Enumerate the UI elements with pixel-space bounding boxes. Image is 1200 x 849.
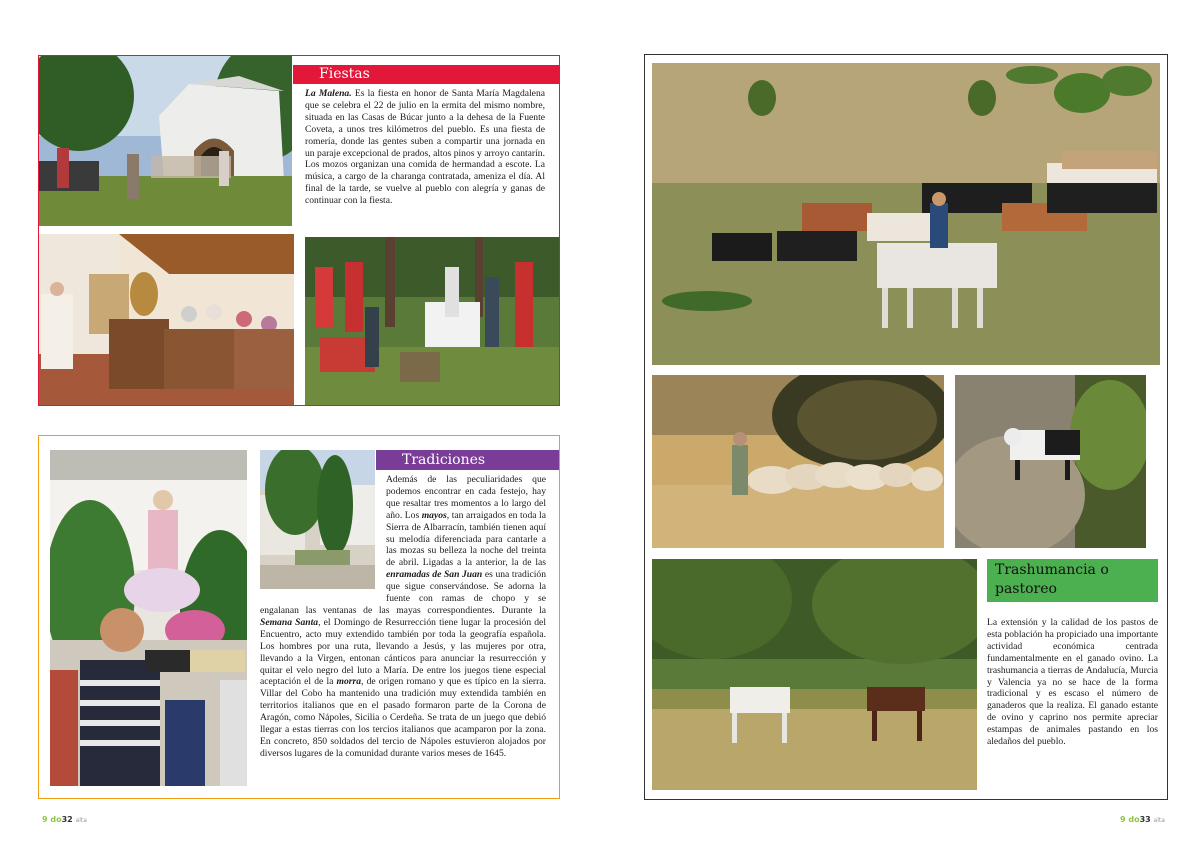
photo-horses — [652, 559, 977, 790]
photo-forest-gathering — [305, 237, 559, 405]
trashumancia-title: Trashumancia o pastoreo — [995, 562, 1109, 597]
trashumancia-text: La extensión y la calidad de los pastos de esta población ha propiciado una importante actividad económica centrada fundamentalmente en el ganado ovino. La trashumancia a tierras de Andalucía, Murcia y Valencia ya no se hace de la forma tradicional y es escaso el número de ganaderos que la realiza. El ganado estante de ovino y caprino nos permite apreciar estampas de animales pastando en los aledaños del pueblo. — [987, 617, 1158, 748]
photo-goat-rocks — [955, 375, 1146, 548]
fiestas-text: La Malena. Es la fiesta en honor de Santa María Magdalena que se celebra el 22 de julio en la ermita del mismo nombre, situada en las Casas de Búcar junto a la dehesa de la Fuente Coveta, a unos tres kilómetros del pueblo. Es una fiesta de romería, donde las gentes suben a compartir una jornada en un paraje excepcional de prados, altos pinos y arroyo cantarín. Los mozos organizan una comida de hermandad a escote. La música, a cargo de la charanga contratada, ameniza el día. Al final de la tarde, se vuelve al pueblo con alegría y ganas de continuar con la fiesta. — [305, 88, 545, 207]
photo-procession — [50, 450, 247, 786]
page-number-right: 9 do33 alta — [1120, 815, 1165, 824]
page-number-left: 9 do32 alta — [42, 815, 87, 824]
tradiciones-header — [376, 450, 559, 470]
fiestas-header — [293, 65, 559, 84]
fiestas-title: Fiestas — [319, 66, 370, 82]
tradiciones-title: Tradiciones — [402, 452, 486, 468]
trashumancia-header — [987, 559, 1158, 602]
photo-chapel-interior — [39, 234, 294, 405]
photo-cattle-herd — [652, 63, 1160, 365]
photo-shepherd-sheep — [652, 375, 944, 548]
tradiciones-text: Además de las peculiaridades que podemos encontrar en cada festejo, hay que resaltar tres momentos a lo largo del año. Los mayos, tan arraigados en toda la Sierra de Albarracín, también tienen aquí su melodía diferenciada para cantarle a las mozas su belleza la noche del treinta de abril. Ligadas a la anterior, la de las enramadas de San Juan es una tradición que sigue conservándose. Se adorna la fuente con ramas de chopo y se engalanan las ventanas de las mayas correspondientes. Durante la Semana Santa, el Domingo de Resurrección tiene lugar la procesión del Encuentro, acto muy extendido también por toda la geografía española. Los hombres por una ruta, llevando a Jesús, y las mujeres por otra, llevando a la Virgen, entonan cánticos para anunciar la resurrección y quitar el velo negro del luto a María. De entre los juegos tiene especial aceptación el de la morra, de origen romano y que es típico en la sierra. Villar del Cobo ha mantenido una tradición muy extendida también en territorios italianos que en el pasado formaron parte de la Corona de Aragón, como Nápoles, Sicilia o Cerdeña. Se trata de un juego que debió llegar a estas tierras con los tercios italianos que acamparon por la zona. En concreto, 850 soldados del tercio de Nápoles estuvieron alojados por diversos lugares de la comunidad durante varios meses de 1645. — [260, 474, 546, 759]
fiestas-lead: La Malena. — [305, 88, 352, 99]
photo-hermitage-exterior — [39, 56, 292, 226]
